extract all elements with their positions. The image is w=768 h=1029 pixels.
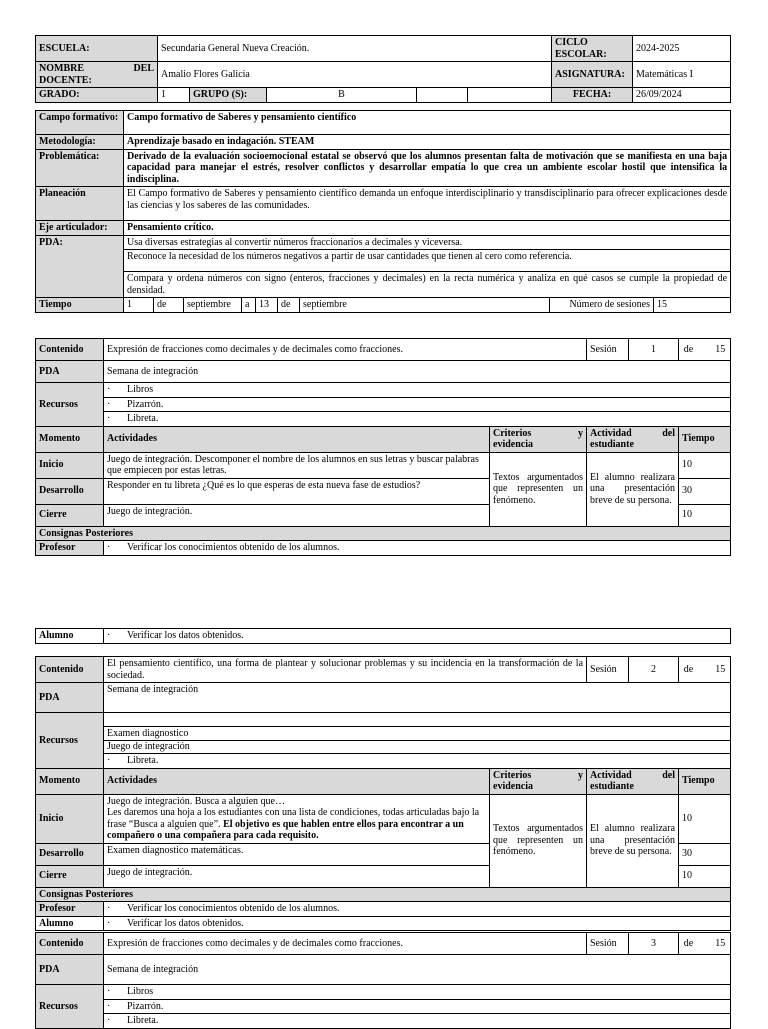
time-desarrollo: 30 xyxy=(679,843,731,865)
sesiones-label: Número de sesiones xyxy=(550,298,654,313)
grado-value: 1 xyxy=(158,88,190,103)
grupo-blank-2 xyxy=(468,88,552,103)
bullet-icon: · xyxy=(107,542,111,553)
grupo-blank-1 xyxy=(417,88,468,103)
asignatura-value: Matemáticas I xyxy=(633,62,731,88)
sesion-number: 2 xyxy=(629,657,679,683)
metodologia-label: Metodología: xyxy=(36,135,124,150)
profesor-value: · Verificar los conocimientos obtenido de los alumnos. xyxy=(104,902,731,917)
sesion-total xyxy=(679,933,731,955)
recurso-item: · Libros xyxy=(104,985,731,1000)
desarrollo-text: Examen diagnostico matemáticas. xyxy=(104,843,490,865)
cierre-label: Cierre xyxy=(36,504,104,526)
bullet-icon: · xyxy=(107,1015,111,1026)
pda-label: PDA: xyxy=(36,235,124,298)
sesion-number: 3 xyxy=(629,933,679,955)
problematica-label: Problemática: xyxy=(36,149,124,187)
session-2-table xyxy=(35,656,731,931)
recurso-item: · Pizarrón. xyxy=(104,999,731,1014)
contenido-label: Contenido xyxy=(36,933,104,955)
pda-value: Semana de integración xyxy=(104,955,731,985)
recursos-label: Recursos xyxy=(36,383,104,427)
planeacion-label: Planeación xyxy=(36,187,124,221)
fecha-label: FECHA: xyxy=(552,88,633,103)
bullet-icon: · xyxy=(107,986,111,997)
pda-label: PDA xyxy=(36,683,104,713)
recurso-item: · Libreta. xyxy=(104,412,731,427)
recursos-label: Recursos xyxy=(36,985,104,1029)
criterios-text: Textos argumentados que representen un fenómeno. xyxy=(490,794,587,887)
grado-label: GRADO: xyxy=(36,88,158,103)
metodologia-value: Aprendizaje basado en indagación. STEAM xyxy=(124,135,731,150)
actividad-text: El alumno realizara una presentación breve de su persona. xyxy=(587,794,679,887)
eje-label: Eje articulador: xyxy=(36,221,124,236)
tiempo-value: septiembre xyxy=(300,298,550,313)
profesor-value: · Verificar los conocimientos obtenido de los alumnos. xyxy=(104,541,731,556)
total-value: 15 xyxy=(715,663,726,675)
time-cierre: 10 xyxy=(679,865,731,887)
grupo-label: GRUPO (S): xyxy=(190,88,267,103)
school-header-table xyxy=(35,35,731,103)
sesion-label: Sesión xyxy=(587,339,629,361)
time-cierre: 10 xyxy=(679,504,731,526)
consignas-label: Consignas Posteriores xyxy=(36,887,731,902)
actividades-label: Actividades xyxy=(104,768,490,794)
tiempo-value: a xyxy=(242,298,256,313)
bullet-icon: · xyxy=(107,755,111,766)
recurso-item: Examen diagnostico Juego de integración xyxy=(104,727,731,754)
escuela-label: ESCUELA: xyxy=(36,36,158,62)
pda-item: Usa diversas estrategias al convertir números fraccionarios a decimales y viceversa. xyxy=(124,235,731,250)
bullet-icon: · xyxy=(107,917,111,929)
contenido-label: Contenido xyxy=(36,339,104,361)
problematica-value: Derivado de la evaluación socioemocional estatal se observó que los alumnos presentan falta de motivación que se manifiesta en una baja capacidad para manejar el estrés, resolver conflictos y desarrollar empatía lo que crea un ambiente escolar hostil que intensifica la indisciplina. xyxy=(124,149,731,187)
contenido-value: Expresión de fracciones como decimales y de decimales como fracciones. xyxy=(104,339,587,361)
inicio-text: Juego de integración. Descomponer el nombre de los alumnos en sus letras y buscar palabras que empiecen por estas letras. xyxy=(104,452,490,478)
desarrollo-label: Desarrollo xyxy=(36,843,104,865)
tiempo-value: septiembre xyxy=(184,298,242,313)
criterios-text: Textos argumentados que representen un fenómeno. xyxy=(490,452,587,526)
profesor-label: Profesor xyxy=(36,902,104,917)
pda-label: PDA xyxy=(36,361,104,383)
actividad-header: Actividad del estudiante xyxy=(587,768,679,794)
time-desarrollo: 30 xyxy=(679,478,731,504)
criterios-header: Criterios y evidencia xyxy=(490,426,587,452)
ciclo-value: 2024-2025 xyxy=(633,36,731,62)
alumno-value: · Verificar los datos obtenidos. xyxy=(104,629,731,644)
momento-label: Momento xyxy=(36,426,104,452)
tiempo-value: de xyxy=(278,298,300,313)
pda-item: Compara y ordena números con signo (enteros, fracciones y decimales) en la recta numérica y analiza en qué casos se cumple la propiedad de densidad. xyxy=(124,272,731,298)
asignatura-label: ASIGNATURA: xyxy=(552,62,633,88)
sesion-total xyxy=(679,657,731,683)
tiempo-header: Tiempo xyxy=(679,768,731,794)
desarrollo-text: Responder en tu libreta ¿Qué es lo que esperas de esta nueva fase de estudios? xyxy=(104,478,490,504)
plan-table xyxy=(35,110,731,313)
sesiones-value: 15 xyxy=(654,298,731,313)
pda-value: Semana de integración xyxy=(104,361,731,383)
tiempo-value: 13 xyxy=(256,298,278,313)
eje-value: Pensamiento crítico. xyxy=(124,221,731,236)
cierre-label: Cierre xyxy=(36,865,104,887)
de-label: de xyxy=(683,343,694,355)
cierre-text: Juego de integración. xyxy=(104,865,490,887)
tiempo-value: 1 xyxy=(124,298,154,313)
bullet-icon: · xyxy=(107,413,111,424)
sesion-number: 1 xyxy=(629,339,679,361)
de-label: de xyxy=(683,663,694,675)
recurso-spacer xyxy=(104,713,731,727)
recursos-label: Recursos xyxy=(36,713,104,769)
alumno-label: Alumno xyxy=(36,629,104,644)
profesor-label: Profesor xyxy=(36,541,104,556)
recurso-item: · Libreta. xyxy=(104,754,731,769)
contenido-label: Contenido xyxy=(36,657,104,683)
docente-label: NOMBRE DEL DOCENTE: xyxy=(36,62,158,88)
inicio-label: Inicio xyxy=(36,452,104,478)
recurso-item: · Pizarrón. xyxy=(104,397,731,412)
planeacion-value: El Campo formativo de Saberes y pensamiento científico demanda un enfoque interdisciplinario y transdisciplinario para ofrecer explicaciones desde las ciencias y los saberes de las comunidades. xyxy=(124,187,731,221)
docente-value: Amalio Flores Galicia xyxy=(158,62,552,88)
session-1-table xyxy=(35,338,731,556)
actividades-label: Actividades xyxy=(104,426,490,452)
grupo-value: B xyxy=(267,88,417,103)
alumno-value: · Verificar los datos obtenidos. xyxy=(104,916,731,931)
consignas-label: Consignas Posteriores xyxy=(36,526,731,541)
bullet-icon: · xyxy=(107,1000,111,1012)
campo-label: Campo formativo: xyxy=(36,111,124,135)
sesion-label: Sesión xyxy=(587,657,629,683)
actividad-header: Actividad del estudiante xyxy=(587,426,679,452)
total-value: 15 xyxy=(715,343,726,355)
escuela-value: Secundaria General Nueva Creación. xyxy=(158,36,552,62)
tiempo-value: de xyxy=(154,298,184,313)
pda-label: PDA xyxy=(36,955,104,985)
contenido-value: El pensamiento científico, una forma de plantear y solucionar problemas y su incidencia en la transformación de la sociedad. xyxy=(104,657,587,683)
pda-item: Reconoce la necesidad de los números negativos a partir de usar cantidades que tienen al cero como referencia. xyxy=(124,250,731,272)
campo-value: Campo formativo de Saberes y pensamiento científico xyxy=(124,111,731,135)
pda-value: Semana de integración xyxy=(104,683,731,713)
momento-label: Momento xyxy=(36,768,104,794)
session-3-table xyxy=(35,932,731,1029)
tiempo-label: Tiempo xyxy=(36,298,124,313)
inicio-label: Inicio xyxy=(36,794,104,843)
de-label: de xyxy=(683,937,694,949)
desarrollo-label: Desarrollo xyxy=(36,478,104,504)
recurso-item: · Libros xyxy=(104,383,731,398)
tiempo-header: Tiempo xyxy=(679,426,731,452)
session-1-alumno-table xyxy=(35,628,731,644)
contenido-value: Expresión de fracciones como decimales y de decimales como fracciones. xyxy=(104,933,587,955)
alumno-label: Alumno xyxy=(36,916,104,931)
cierre-text: Juego de integración. xyxy=(104,504,490,526)
bullet-icon: · xyxy=(107,398,111,410)
recurso-item: · Libreta. xyxy=(104,1014,731,1029)
total-value: 15 xyxy=(715,937,726,949)
sesion-label: Sesión xyxy=(587,933,629,955)
time-inicio: 10 xyxy=(679,794,731,843)
ciclo-label: CICLO ESCOLAR: xyxy=(552,36,633,62)
bullet-icon: · xyxy=(107,384,111,395)
inicio-text: Juego de integración. Busca a alguien que… Les daremos una hoja a los estudiantes con una lista de condiciones, todas articuladas bajo la frase “Busca a alguien que”. El objetivo es que hablen entre ellos para encontrar a un compañero o una compañera para cada requisito. xyxy=(104,794,490,843)
time-inicio: 10 xyxy=(679,452,731,478)
criterios-header: Criterios y evidencia xyxy=(490,768,587,794)
bullet-icon: · xyxy=(107,903,111,914)
bullet-icon: · xyxy=(107,630,111,641)
fecha-value: 26/09/2024 xyxy=(633,88,731,103)
actividad-text: El alumno realizara una presentación breve de su persona. xyxy=(587,452,679,526)
sesion-total xyxy=(679,339,731,361)
